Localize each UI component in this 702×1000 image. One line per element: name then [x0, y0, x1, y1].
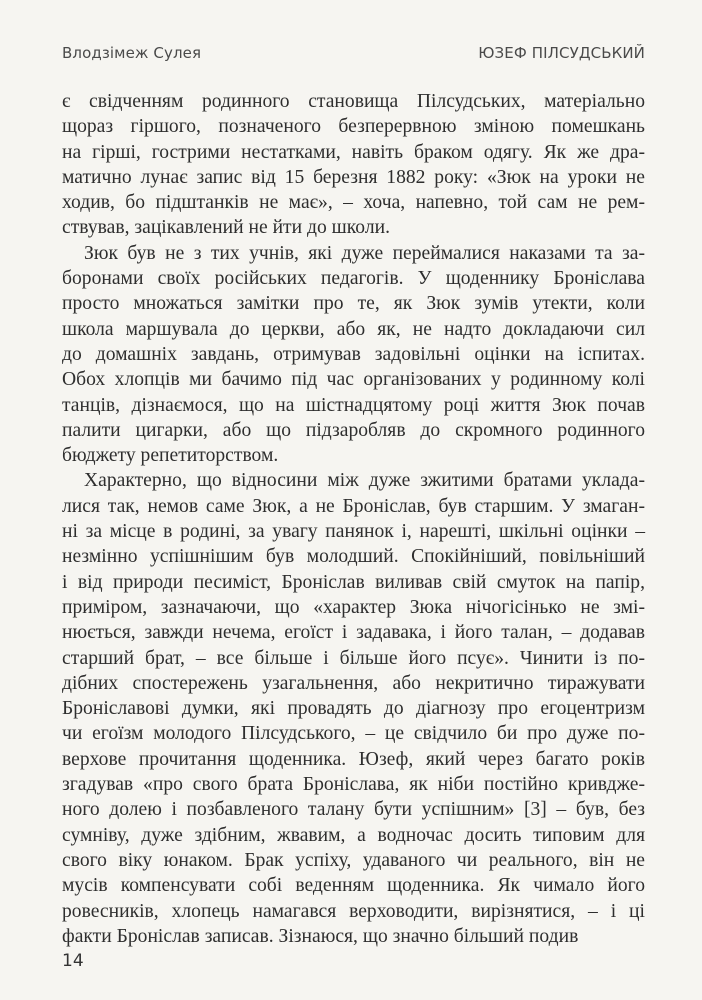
- text-line: Зюк був не з тих учнів, які дуже переймалися наказами та за-: [84, 242, 645, 264]
- text-line: ходив, бо підштанків не має», – хоча, напевно, той сам не рем-: [62, 192, 645, 214]
- text-line: чи егоїзм молодого Пілсудського, – це свідчило би про дуже по-: [62, 723, 645, 745]
- text-line: лися так, немов саме Зюк, а не Броніслав, був старшим. У змаган-: [62, 495, 645, 517]
- running-header-author: Влодзімеж Сулея: [62, 44, 202, 62]
- text-line: ні за місце в родині, за увагу панянок і, нарешті, шкільні оцінки –: [62, 521, 645, 543]
- text-line: палити цигарки, або що підзаробляв до скромного родинного: [62, 419, 645, 441]
- text-line: старший брат, – все більше і більше його псує». Чинити із по-: [62, 647, 645, 669]
- running-header-title: ЮЗЕФ ПІЛСУДСЬКИЙ: [478, 44, 645, 62]
- text-line: мусів компенсувати собі веденням щоденника. Як чимало його: [62, 875, 645, 897]
- text-line: ровесників, хлопець намагався верховодити, вирізнятися, – і ці: [62, 900, 645, 922]
- text-line: боронами своїх російських педагогів. У щоденнику Броніслава: [62, 268, 645, 290]
- text-line: свого віку юнаком. Брак успіху, удаваного чи реального, він не: [62, 849, 645, 871]
- text-line: просто множаться замітки про те, як Зюк зумів утекти, коли: [62, 293, 645, 315]
- text-line: школа маршувала до церкви, або як, не надто докладаючи сил: [62, 318, 645, 340]
- text-line: Обох хлопців ми бачимо під час організованих у родинному колі: [62, 369, 645, 391]
- text-line: танців, дізнаємося, що на шістнадцятому році життя Зюк почав: [62, 394, 645, 416]
- text-line: згадував «про свого брата Броніслава, як ніби постійно кривдже-: [62, 774, 645, 796]
- text-line: щораз гіршого, позначеного безперервною зміною помешкань: [62, 116, 645, 138]
- paragraph: [62, 241, 645, 469]
- page-number: 14: [62, 951, 84, 971]
- text-line: приміром, зазначаючи, що «характер Зюка нічогісінько не змі-: [62, 596, 645, 618]
- text-line: сумніву, дуже здібним, жвавим, а водночас досить типовим для: [62, 824, 645, 846]
- text-line: ствував, зацікавлений не йти до школи.: [62, 217, 390, 239]
- text-line: нюється, завжди нечема, егоїст і задавака, і його талан, – додавав: [62, 622, 645, 644]
- text-line: факти Броніслав записав. Зізнаюся, що значно більший подив: [62, 925, 579, 947]
- text-line: верхове прочитання щоденника. Юзеф, який через багато років: [62, 748, 645, 770]
- paragraph: [62, 89, 645, 241]
- text-line: і від природи песиміст, Броніслав виливав свій смуток на папір,: [62, 571, 645, 593]
- text-line: дібних спостережень узагальнення, або некритично тиражувати: [62, 672, 645, 694]
- text-line: матично лунає запис від 15 березня 1882 року: «Зюк на уроки не: [62, 166, 645, 188]
- text-line: є свідченням родинного становища Пілсудських, матеріально: [62, 91, 645, 112]
- text-line: Характерно, що відносини між дуже зжитими братами уклада-: [84, 470, 645, 492]
- text-line: ного долею і позбавленого талану бути успішним» [3] – був, без: [62, 799, 645, 821]
- text-line: на гірші, гострими нестатками, навіть браком одягу. Як же дра-: [62, 141, 645, 163]
- paragraph: [62, 468, 645, 949]
- text-line: до домашніх завдань, отримував задовільні оцінки на іспитах.: [62, 343, 645, 365]
- body-text: [62, 89, 645, 949]
- text-line: Броніславові думки, які провадять до діагнозу про егоцентризм: [62, 698, 645, 720]
- text-line: незмінно успішнішим був молодший. Спокійніший, повільніший: [62, 546, 645, 568]
- text-line: бюджету репетиторством.: [62, 445, 279, 467]
